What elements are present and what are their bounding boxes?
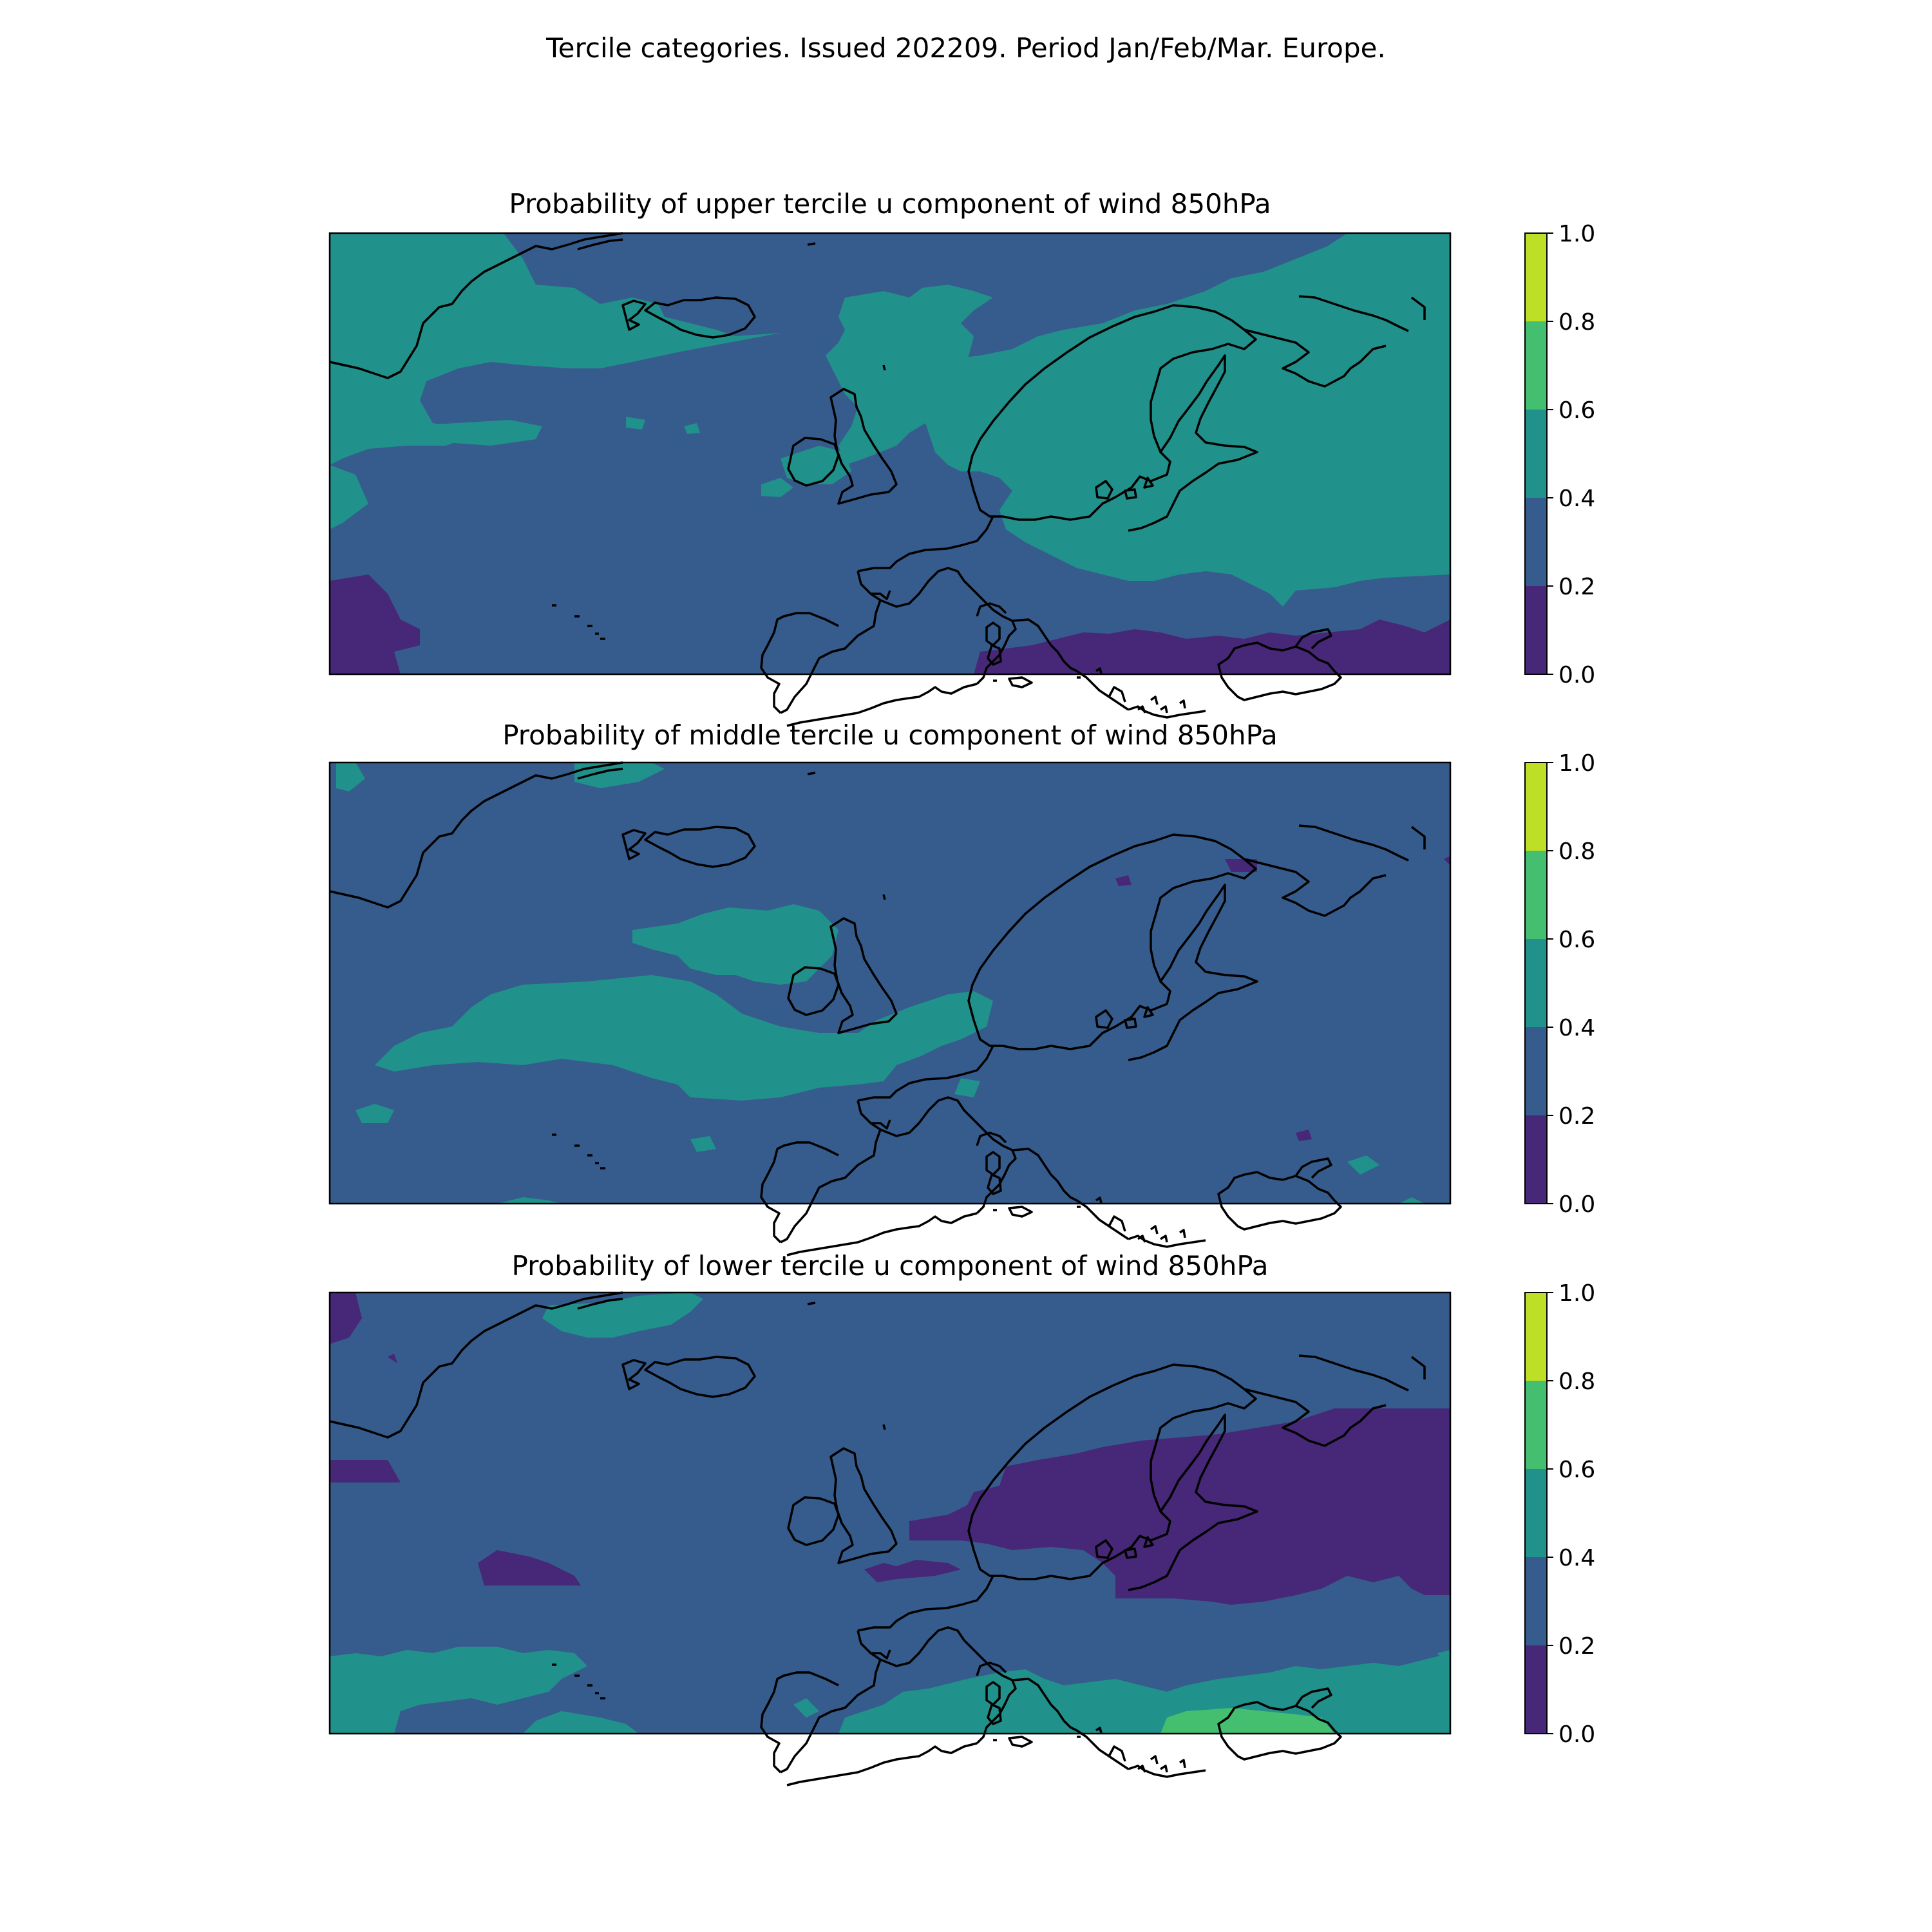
colorbar-tick-label: 1.0	[1558, 750, 1596, 777]
colorbar-segment	[1525, 1469, 1547, 1557]
figure-title: Tercile categories. Issued 202209. Period Jan/Feb/Mar. Europe.	[546, 32, 1386, 64]
colorbar-upper	[1525, 221, 1595, 688]
colorbar-tick-label: 0.2	[1558, 1103, 1596, 1130]
colorbar-segment	[1525, 321, 1547, 410]
colorbar-middle	[1525, 750, 1595, 1218]
colorbars	[1525, 221, 1595, 1748]
colorbar-tick-label: 0.8	[1558, 838, 1596, 865]
colorbar-segment	[1525, 762, 1547, 851]
colorbar-segment	[1525, 1115, 1547, 1204]
map-panel-lower	[330, 1293, 1450, 1785]
colorbar-tick-label: 0.0	[1558, 1191, 1596, 1218]
colorbar-segment	[1525, 498, 1547, 586]
colorbar-tick-label: 0.0	[1558, 1721, 1596, 1748]
colorbar-segment	[1525, 939, 1547, 1027]
colorbar-tick-label: 0.6	[1558, 927, 1596, 953]
colorbar-tick-label: 1.0	[1558, 221, 1596, 247]
colorbar-segment	[1525, 1293, 1547, 1381]
colorbar-segment	[1525, 233, 1547, 321]
map-panel-upper	[330, 233, 1450, 726]
colorbar-segment	[1525, 1027, 1547, 1115]
colorbar-tick-label: 0.2	[1558, 1633, 1596, 1660]
colorbar-tick-label: 0.8	[1558, 1368, 1596, 1395]
colorbar-tick-label: 0.8	[1558, 309, 1596, 336]
colorbar-tick-label: 0.4	[1558, 1545, 1596, 1571]
map-panel-middle	[330, 762, 1450, 1255]
colorbar-tick-label: 0.2	[1558, 574, 1596, 600]
panel-title-upper: Probability of upper tercile u component of wind 850hPa	[509, 188, 1271, 220]
panel-title-lower: Probability of lower tercile u component of wind 850hPa	[511, 1250, 1269, 1282]
panel-title-middle: Probability of middle tercile u component of wind 850hPa	[502, 719, 1278, 751]
colorbar-segment	[1525, 851, 1547, 939]
colorbar-tick-label: 0.6	[1558, 397, 1596, 424]
colorbar-tick-label: 1.0	[1558, 1280, 1596, 1307]
colorbar-segment	[1525, 1557, 1547, 1645]
colorbar-segment	[1525, 1381, 1547, 1469]
colorbar-segment	[1525, 1645, 1547, 1734]
colorbar-tick-label: 0.0	[1558, 662, 1596, 688]
colorbar-tick-label: 0.4	[1558, 1015, 1596, 1041]
colorbar-segment	[1525, 410, 1547, 498]
colorbar-tick-label: 0.6	[1558, 1457, 1596, 1483]
colorbar-tick-label: 0.4	[1558, 486, 1596, 512]
colorbar-segment	[1525, 586, 1547, 674]
colorbar-lower	[1525, 1280, 1595, 1748]
